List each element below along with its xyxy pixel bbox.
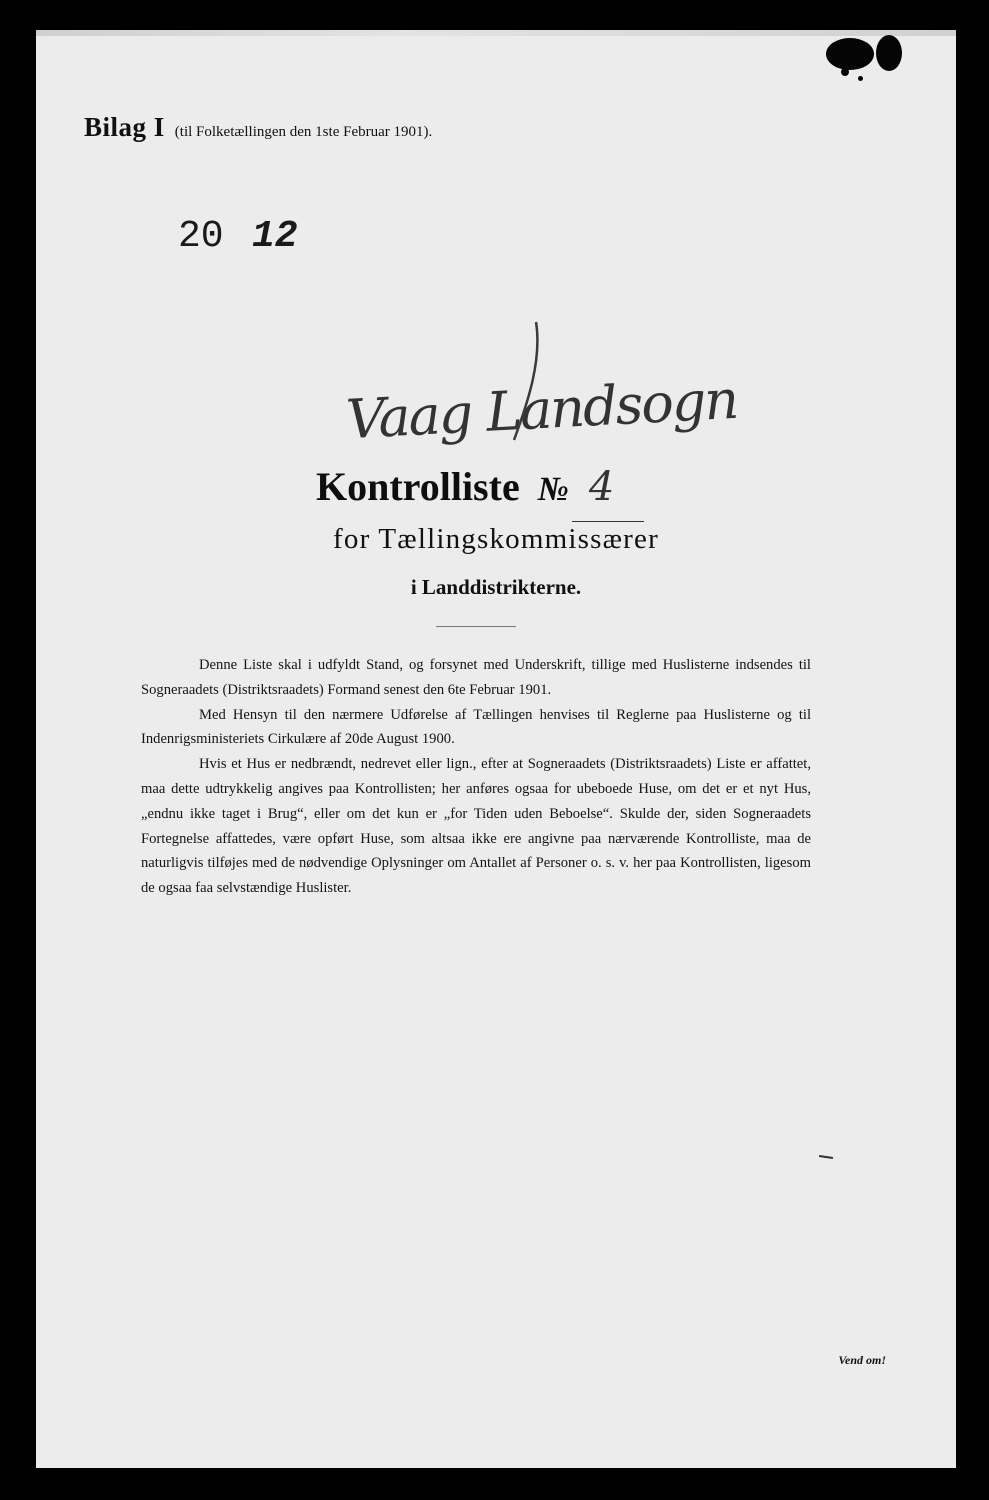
divider — [436, 626, 516, 627]
handwriting-stroke — [36, 30, 956, 490]
number-symbol: № — [537, 471, 569, 508]
bilag-label: Bilag I — [84, 112, 165, 142]
paragraph: Denne Liste skal i udfyldt Stand, og forsynet med Underskrift, tillige med Huslisterne indsendes til Sogneraadets (Distriktsraadets) Formand senest den 6te Februar 1901. — [141, 657, 811, 698]
code-number-2: 12 — [252, 215, 298, 258]
handwritten-place-name: Vaag Landsogn — [344, 367, 739, 452]
handwritten-list-number: 4 — [588, 464, 615, 510]
number-underline — [572, 521, 644, 522]
subtitle-district: i Landdistrikterne. — [410, 575, 582, 599]
code-number-1: 20 — [178, 215, 224, 258]
document-title — [316, 463, 629, 510]
subtitle: for Tællingskommissærer — [333, 523, 659, 555]
paragraph: Hvis et Hus er nedbrændt, nedrevet eller lign., efter at Sogneraadets (Distriktsraadets) Liste er affattet, maa dette udtrykkelig angives paa Kontrollisten; her anføres ogsaa for ubeboede Huse, om det er et nyt Hus, „endnu ikke taget i Brug“, eller om det kun er „for Tiden uden Beboelse“. Skulde der, siden Sogneraadets Fortegnelse affattedes, være opført Huse, som altsaa ikke ere angivne paa nærværende Kontrolliste, maa de naturligvis tilføjes med de nødvendige Oplysninger om Antallet af Personer o. s. v. her paa Kontrollisten, ligesom de ogsaa faa selvstændige Huslister. — [141, 756, 811, 897]
turn-over-note: Vend om! — [838, 1353, 886, 1367]
instructions-text — [141, 653, 811, 901]
bilag-subtitle: (til Folketællingen den 1ste Februar 1901). — [174, 124, 433, 140]
paragraph: Med Hensyn til den nærmere Udførelse af Tællingen henvises til Reglerne paa Huslisterne og til Indenrigsministeriets Cirkulære af 20de August 1900. — [141, 706, 811, 748]
document-page — [36, 30, 956, 1468]
title-main: Kontrolliste — [316, 464, 520, 509]
stray-mark — [819, 1155, 833, 1159]
